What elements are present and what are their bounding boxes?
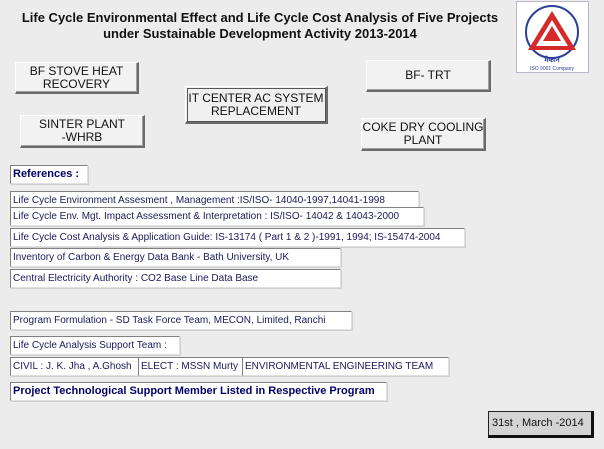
references-heading: References : xyxy=(10,165,88,184)
mecon-logo xyxy=(516,1,589,73)
reference-item: Life Cycle Environment Assesment , Management :IS/ISO- 14040-1997,14041-1998 xyxy=(10,191,419,210)
logo-emblem-text: मेकान xyxy=(544,56,560,64)
program-formulation-text: Program Formulation - SD Task Force Team, MECON, Limited, Ranchi xyxy=(10,311,352,330)
title-line-2: under Sustainable Development Activity 2013-2014 xyxy=(103,26,417,41)
sinter-plant-whrb-button[interactable]: SINTER PLANT -WHRB xyxy=(20,115,145,148)
elect-team-text: ELECT : MSSN Murty xyxy=(138,357,243,376)
environmental-team-text: ENVIRONMENTAL ENGINEERING TEAM xyxy=(242,357,449,376)
coke-dry-cooling-plant-button[interactable]: COKE DRY COOLING PLANT xyxy=(361,118,486,151)
reference-item: Inventory of Carbon & Energy Data Bank - Bath University, UK xyxy=(10,248,341,267)
date-label: 31st , March -2014 xyxy=(488,411,594,438)
logo-caption: ISO 9001 Company xyxy=(530,66,574,72)
bf-trt-button[interactable]: BF- TRT xyxy=(366,60,491,92)
support-team-heading: Life Cycle Analysis Support Team : xyxy=(10,336,180,355)
civil-team-text: CIVIL : J. K. Jha , A.Ghosh xyxy=(10,357,139,376)
it-center-ac-system-button[interactable]: IT CENTER AC SYSTEM REPLACEMENT xyxy=(185,86,328,124)
reference-item: Life Cycle Env. Mgt. Impact Assessment & Interpretation : IS/ISO- 14042 & 14043-2000 xyxy=(10,207,424,226)
title-line-1: Life Cycle Environmental Effect and Life Cycle Cost Analysis of Five Projects xyxy=(21,10,499,25)
bf-stove-heat-recovery-button[interactable]: BF STOVE HEAT RECOVERY xyxy=(15,62,139,94)
reference-item: Central Electricity Authority : CO2 Base Line Data Base xyxy=(10,269,341,288)
project-support-text: Project Technological Support Member Listed in Respective Program xyxy=(10,382,387,401)
mecon-emblem-icon xyxy=(517,2,588,72)
reference-item: Life Cycle Cost Analysis & Application Guide: IS-13174 ( Part 1 & 2 )-1991, 1994; IS-15474-2004 xyxy=(10,228,465,247)
page-title xyxy=(0,10,520,42)
